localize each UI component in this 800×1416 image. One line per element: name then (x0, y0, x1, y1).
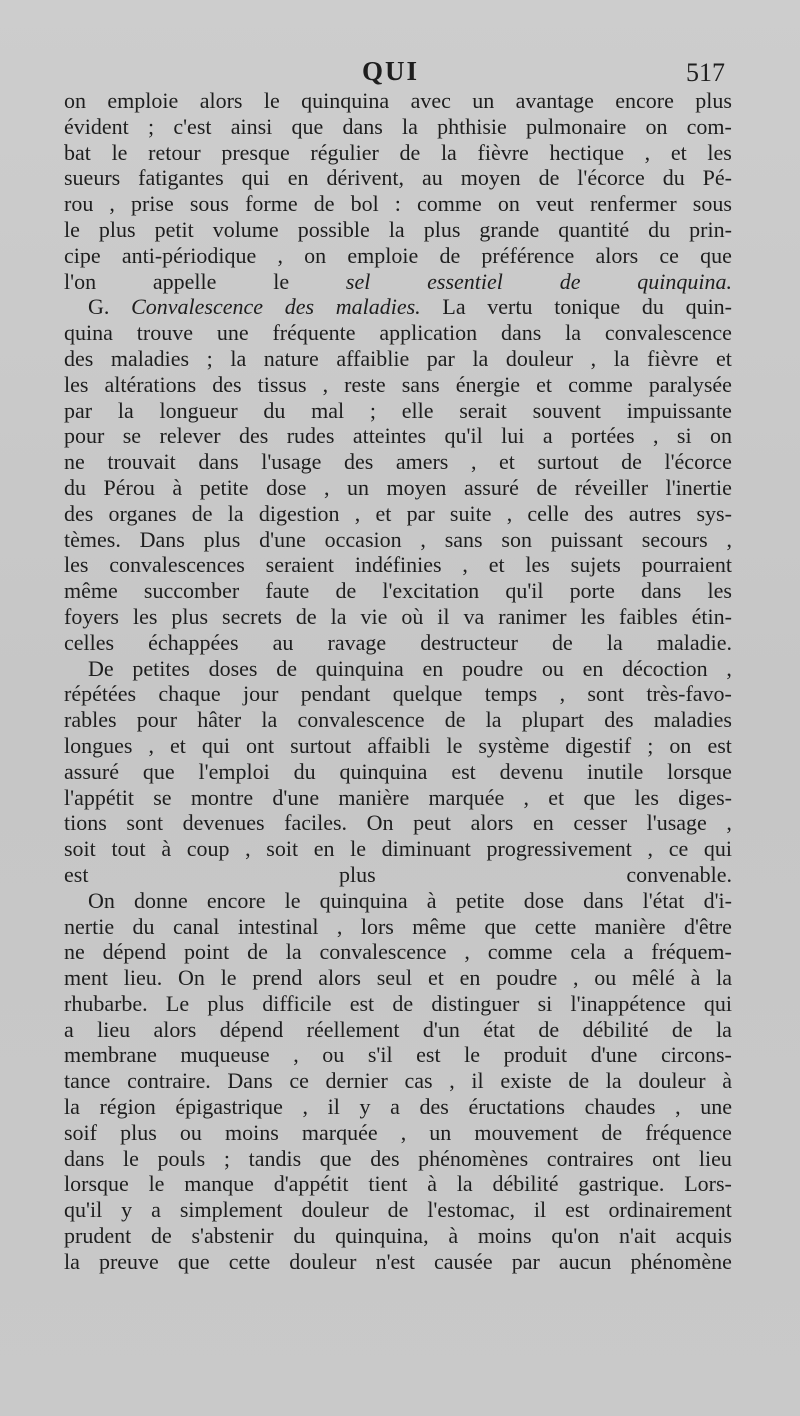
text-line (64, 1223, 732, 1249)
text-line (64, 862, 732, 888)
line-text: rhubarbe. Le plus difficile est de distinguer si l'inappétence qui (64, 990, 732, 1016)
line-text: même succomber faute de l'excitation qu'il porte dans les (64, 578, 732, 604)
line-text: pour se relever des rudes atteintes qu'il lui a portées , si on (64, 423, 732, 449)
line-text: soif plus ou moins marquée , un mouvement de fréquence (64, 1119, 732, 1145)
line-text: sueurs fatigantes qui en dérivent, au moyen de l'écorce du Pé- (64, 165, 732, 191)
line-text: qu'il y a simplement douleur de l'estomac, il est ordinairement (64, 1197, 732, 1223)
text-line (64, 836, 732, 862)
line-text: membrane muqueuse , ou s'il est le produit d'une circons- (64, 1042, 732, 1068)
page-header (0, 52, 800, 92)
text-line (64, 1094, 732, 1120)
text-line (64, 140, 732, 166)
line-text: celles échappées au ravage destructeur de la maladie. (64, 629, 732, 655)
text-line (64, 733, 732, 759)
text-line (64, 785, 732, 811)
text-line (64, 165, 732, 191)
text-line (64, 449, 732, 475)
text-line (64, 527, 732, 553)
text-line (64, 501, 732, 527)
text-line (64, 707, 732, 733)
line-text: foyers les plus secrets de la vie où il va ranimer les faibles étin- (64, 603, 732, 629)
line-text: nertie du canal intestinal , lors même que cette manière d'être (64, 913, 732, 939)
text-line (64, 320, 732, 346)
line-text: des maladies ; la nature affaiblie par la douleur , la fièvre et (64, 345, 732, 371)
running-title: QUI (362, 56, 420, 86)
text-line (64, 88, 732, 114)
line-text: répétées chaque jour pendant quelque temps , sont très-favo- (64, 681, 732, 707)
line-text: lorsque le manque d'appétit tient à la débilité gastrique. Lors- (64, 1171, 732, 1197)
section-heading: Convalescence des maladies. (131, 294, 421, 320)
line-text: tèmes. Dans plus d'une occasion , sans son puissant secours , (64, 526, 732, 552)
line-text: la preuve que cette douleur n'est causée par aucun phénomène (64, 1248, 732, 1274)
line-text: est plus convenable. (64, 861, 732, 887)
text-line (64, 630, 732, 656)
text-body (64, 88, 732, 1275)
line-text: La vertu tonique du quin- (442, 294, 733, 320)
text-line (64, 991, 732, 1017)
text-line (64, 114, 732, 140)
text-line (64, 294, 732, 320)
text-line (64, 346, 732, 372)
paragraph-convalescence (64, 294, 732, 655)
italic-term: sel essentiel de quinquina. (345, 268, 733, 294)
text-line (64, 656, 732, 682)
text-line (64, 681, 732, 707)
text-line (64, 1068, 732, 1094)
text-line (64, 552, 732, 578)
text-line (64, 888, 732, 914)
text-line (64, 243, 732, 269)
line-text: du Pérou à petite dose , un moyen assuré de réveiller l'inertie (64, 474, 732, 500)
text-line (64, 1197, 732, 1223)
page-number: 517 (686, 58, 725, 87)
line-text: De petites doses de quinquina en poudre ou en décoction , (88, 655, 732, 681)
text-line (64, 578, 732, 604)
line-text: des organes de la digestion , et par suite , celle des autres sys- (64, 500, 732, 526)
text-line (64, 217, 732, 243)
text-line (64, 604, 732, 630)
text-line (64, 810, 732, 836)
text-line (64, 1120, 732, 1146)
line-text: dans le pouls ; tandis que des phénomènes contraires ont lieu (64, 1145, 732, 1171)
line-text: prudent de s'abstenir du quinquina, à moins qu'on n'ait acquis (64, 1223, 732, 1249)
text-line (64, 1171, 732, 1197)
text-line (64, 1042, 732, 1068)
line-text: par la longueur du mal ; elle serait souvent impuissante (64, 397, 732, 423)
section-letter: G. (88, 294, 110, 320)
line-text: assuré que l'emploi du quinquina est devenu inutile lorsque (64, 758, 732, 784)
line-text: tance contraire. Dans ce dernier cas , il existe de la douleur à (64, 1068, 732, 1094)
line-text: évident ; c'est ainsi que dans la phthisie pulmonaire on com- (64, 113, 732, 139)
line-text: ne dépend point de la convalescence , comme cela a fréquem- (64, 939, 732, 965)
text-line (64, 475, 732, 501)
text-line (64, 191, 732, 217)
text-line (64, 914, 732, 940)
text-line (64, 1249, 732, 1275)
line-text: rou , prise sous forme de bol : comme on veut renfermer sous (64, 191, 732, 217)
text-line (64, 269, 732, 295)
line-text: bat le retour presque régulier de la fièvre hectique , et les (64, 139, 732, 165)
line-text: les altérations des tissus , reste sans énergie et comme paralysée (64, 371, 732, 397)
line-text: la région épigastrique , il y a des éructations chaudes , une (64, 1094, 732, 1120)
line-text: a lieu alors dépend réellement d'un état de débilité de la (64, 1016, 732, 1042)
paragraph-inertie (64, 888, 732, 1275)
line-text: rables pour hâter la convalescence de la plupart des maladies (64, 707, 732, 733)
line-text: On donne encore le quinquina à petite dose dans l'état d'i- (88, 887, 732, 913)
line-text: le plus petit volume possible la plus grande quantité du prin- (64, 216, 732, 242)
line-text: quina trouve une fréquente application dans la convalescence (64, 320, 732, 346)
line-text: l'on appelle le (64, 268, 290, 294)
text-line (64, 939, 732, 965)
line-text: tions sont devenues faciles. On peut alors en cesser l'usage , (64, 810, 732, 836)
line-text: longues , et qui ont surtout affaibli le système digestif ; on est (64, 732, 732, 758)
text-line (64, 1017, 732, 1043)
text-line (64, 423, 732, 449)
line-text: ment lieu. On le prend alors seul et en poudre , ou mêlé à la (64, 965, 732, 991)
line-text: cipe anti-périodique , on emploie de préférence alors ce que (64, 242, 732, 268)
paragraph-petites-doses (64, 656, 732, 888)
text-line (64, 965, 732, 991)
text-line (64, 398, 732, 424)
text-line (64, 1146, 732, 1172)
line-text: on emploie alors le quinquina avec un avantage encore plus (64, 88, 732, 113)
text-line (64, 372, 732, 398)
text-line (64, 759, 732, 785)
line-text: soit tout à coup , soit en le diminuant progressivement , ce qui (64, 836, 732, 862)
line-text: les convalescences seraient indéfinies , et les sujets pourraient (64, 552, 732, 578)
paragraph-phthisie (64, 88, 732, 294)
line-text: l'appétit se montre d'une manière marquée , et que les diges- (64, 784, 732, 810)
line-text: ne trouvait dans l'usage des amers , et surtout de l'écorce (64, 449, 732, 475)
